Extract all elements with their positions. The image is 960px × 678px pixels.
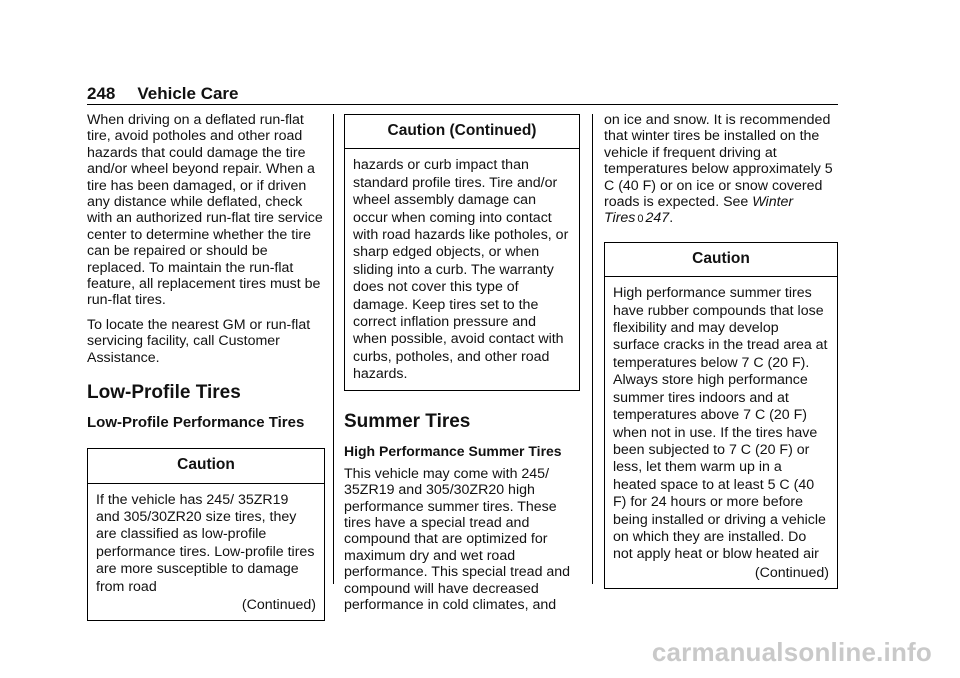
- column-divider-2: [592, 114, 593, 584]
- run-flat-paragraph: When driving on a deflated run-flat tire, avoid potholes and other road hazards that could damage the tire and/or wheel beyond repair. When a tire has been damaged, or if driven any distance while deflated, check with an authorized run-flat tire service center to determine whether the tire can be repaired or should be replaced. To maintain the run-flat feature, all replacement tires must be run-flat tires.: [87, 112, 323, 309]
- column-3: [604, 112, 840, 589]
- caution-title: Caution: [88, 449, 324, 483]
- column-divider-1: [333, 114, 334, 584]
- caution-box-summer: [604, 242, 838, 589]
- low-profile-heading: Low-Profile Tires: [87, 382, 241, 404]
- watermark: carmanualsonline.info: [651, 637, 932, 667]
- sentence-end: .: [669, 210, 674, 227]
- caution-continued-body: hazards or curb impact than standard profile tires. Tire and/or wheel assembly damage can occur when coming into contact with road hazards like potholes, or sharp edged objects, or when sliding into a curb. The warranty does not cover this type of damage. Keep tires set to the correct inflation pressure and when possible, avoid contact with curbs, potholes, and other road hazards.: [353, 157, 569, 383]
- caution-box-low-profile: [87, 448, 325, 621]
- winter-tires-text: on ice and snow. It is recommended that winter tires be installed on the vehicle if frequent driving at temperatures below approximately 5 C (40 F) or on ice or snow covered roads is expected. See: [604, 112, 833, 211]
- caution-text: If the vehicle has 245/ 35ZR19 and 305/30ZR20 size tires, they are classified as low-profile performance tires. Low-profile tires are more susceptible to damage from road: [96, 491, 315, 595]
- customer-assistance-paragraph: To locate the nearest GM or run-flat servicing facility, call Customer Assistance.: [87, 316, 311, 366]
- column-1: [87, 112, 323, 621]
- continued-label-summer: (Continued): [754, 564, 829, 581]
- section-title: Vehicle Care: [137, 84, 239, 103]
- caution-continued-title: Caution (Continued): [345, 115, 579, 149]
- low-profile-subheading: Low-Profile Performance Tires: [87, 414, 305, 432]
- page-header: [87, 84, 239, 104]
- caution-summer-title: Caution: [605, 243, 837, 277]
- header-rule: [87, 104, 838, 105]
- winter-tires-page-ref[interactable]: 247: [645, 210, 670, 227]
- page-number: 248: [87, 84, 116, 103]
- caution-summer-text: High performance summer tires have rubber compounds that lose flexibility and may develop surface cracks in the tread area at temperatures below 7 C (20 F). Always store high performance summer tires indoors and at temperatures above 7 C (20 F) when not in use. If the tires have been subjected to 7 C (20 F) or less, let them warm up in a heated space to at least 5 C (40 F) for 24 hours or more before being installed or driving a vehicle on which they are installed. Do not apply heat or blow heated air: [613, 285, 828, 563]
- column-2: [344, 114, 580, 621]
- continued-label: (Continued): [241, 596, 316, 613]
- high-performance-subheading: High Performance Summer Tires: [344, 442, 562, 459]
- page-ref-arrow-icon: 0: [637, 213, 644, 226]
- winter-tires-link[interactable]: Winter Tires: [604, 194, 794, 227]
- summer-tires-heading: Summer Tires: [344, 410, 471, 432]
- summer-tires-paragraph: This vehicle may come with 245/ 35ZR19 and 305/30ZR20 high performance summer tires. These tires have a special tread and compound that are optimized for maximum dry and wet road performance. This special tread and compound will have decreased performance in cold climates, and: [344, 465, 571, 613]
- caution-box-continued: [344, 114, 580, 391]
- winter-tires-paragraph: [604, 112, 840, 228]
- caution-body: [88, 484, 324, 621]
- caution-summer-body: [605, 277, 837, 588]
